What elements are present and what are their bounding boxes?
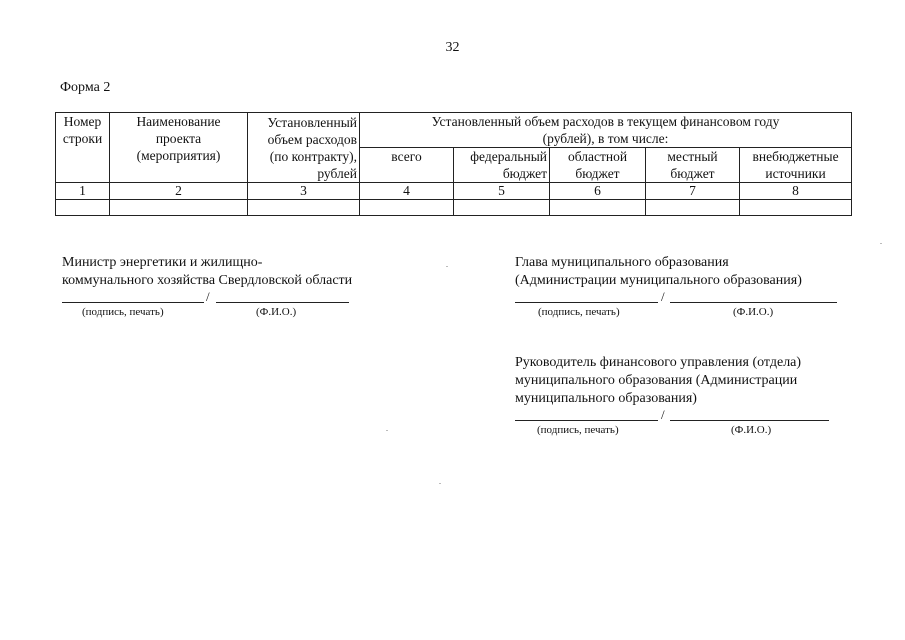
- header-current-year-group: Установленный объем расходов в текущем финансовом году (рублей), в том числе:: [360, 113, 852, 148]
- empty-cell: [56, 200, 110, 216]
- head-title: Глава муниципального образования (Администрации муниципального образования): [515, 255, 802, 288]
- subheader-extrabudgetary: внебюджетные источники: [740, 148, 852, 183]
- scan-speck: [880, 243, 882, 244]
- minister-caption-signature: (подпись, печать): [82, 306, 164, 318]
- column-number: 7: [646, 183, 740, 200]
- column-number: 8: [740, 183, 852, 200]
- column-number: 1: [56, 183, 110, 200]
- empty-cell: [110, 200, 248, 216]
- header-row-number: Номер строки: [56, 113, 110, 183]
- subheader-regional: областной бюджет: [550, 148, 646, 183]
- form-label: Форма 2: [60, 80, 111, 95]
- empty-cell: [454, 200, 550, 216]
- finance-caption-name: (Ф.И.О.): [731, 424, 772, 436]
- scan-speck: [386, 430, 388, 431]
- column-number: 6: [550, 183, 646, 200]
- minister-signature-line: [62, 302, 204, 303]
- page-number: 32: [445, 40, 460, 55]
- column-number: 5: [454, 183, 550, 200]
- head-name-line: [670, 302, 837, 303]
- minister-title: Министр энергетики и жилищно- коммунального хозяйства Свердловской области: [62, 255, 353, 288]
- empty-cell: [550, 200, 646, 216]
- empty-cell: [248, 200, 360, 216]
- finance-slash: /: [661, 407, 665, 422]
- column-number-row: [56, 183, 852, 200]
- scan-speck: [439, 483, 441, 484]
- header-contract-expenses: Установленный объем расходов (по контракту), рублей: [248, 113, 360, 183]
- column-number: 4: [360, 183, 454, 200]
- empty-data-row: [56, 200, 852, 216]
- empty-cell: [360, 200, 454, 216]
- header-project-name: Наименование проекта (мероприятия): [110, 113, 248, 183]
- finance-title: Руководитель финансового управления (отдела) муниципального образования (Администрации муниципального образования): [515, 355, 802, 406]
- minister-slash: /: [206, 289, 210, 304]
- table-header-row: [56, 113, 852, 148]
- head-signature-line: [515, 302, 658, 303]
- finance-name-line: [670, 420, 829, 421]
- subheader-local: местный бюджет: [646, 148, 740, 183]
- expenses-table: [55, 112, 852, 216]
- minister-caption-name: (Ф.И.О.): [256, 306, 297, 318]
- subheader-total: всего: [360, 148, 454, 183]
- head-slash: /: [661, 289, 665, 304]
- finance-caption-signature: (подпись, печать): [537, 424, 619, 436]
- finance-signature-line: [515, 420, 658, 421]
- head-caption-signature: (подпись, печать): [538, 306, 620, 318]
- subheader-federal: федеральный бюджет: [454, 148, 550, 183]
- column-number: 3: [248, 183, 360, 200]
- head-caption-name: (Ф.И.О.): [733, 306, 774, 318]
- minister-name-line: [216, 302, 349, 303]
- empty-cell: [646, 200, 740, 216]
- empty-cell: [740, 200, 852, 216]
- column-number: 2: [110, 183, 248, 200]
- scan-speck: [446, 266, 448, 267]
